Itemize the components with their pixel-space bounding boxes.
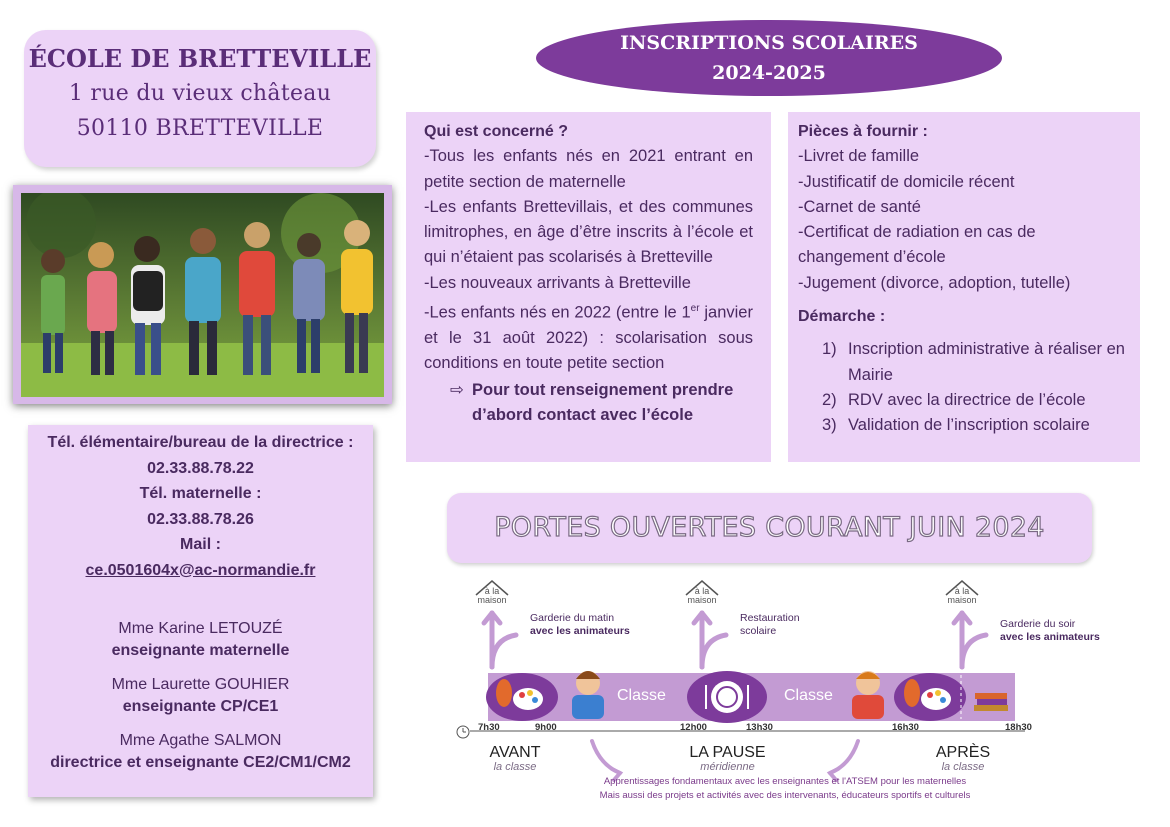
step-number: 1) (822, 340, 837, 359)
house-label: à la (954, 586, 970, 596)
school-name: ÉCOLE DE BRETTEVILLE (28, 44, 372, 73)
garderie-matin-sub: avec les animateurs (530, 625, 630, 637)
mail-label: Mail : (180, 536, 221, 553)
apres-sub: la classe (941, 761, 985, 773)
house-label: maison (477, 595, 507, 605)
document-item: -Jugement (divorce, adoption, tutelle) (798, 273, 1071, 292)
timeline-footnote: Mais aussi des projets et activités avec des intervenants, éducateurs sportifs et culturels (599, 790, 971, 801)
house-icon (944, 587, 980, 605)
demarche-step (822, 413, 1128, 438)
document-item: -Livret de famille (798, 147, 920, 166)
garderie-matin-label (530, 612, 630, 638)
documents-box (788, 112, 1140, 462)
pause-label: LA PAUSE (689, 744, 766, 761)
garderie-soir-sub: avec les animateurs (1000, 631, 1100, 643)
restauration-label (740, 612, 800, 638)
eligibility-item-sup: er (690, 303, 700, 315)
house-icon (474, 587, 510, 605)
eligibility-heading: Qui est concerné ? (424, 123, 569, 140)
page-title (536, 20, 1002, 96)
garderie-soir-title: Garderie du soir (1000, 618, 1076, 630)
title-line2: 2024-2025 (712, 62, 826, 84)
time-label: 13h30 (746, 722, 773, 733)
pause-sub: méridienne (700, 761, 755, 773)
contact-panel (28, 425, 373, 797)
apres-label: APRÈS (935, 744, 991, 761)
documents-heading: Pièces à fournir : (798, 123, 928, 140)
time-label: 12h00 (680, 722, 707, 733)
classe-label: Classe (617, 687, 666, 704)
mail-link[interactable]: ce.0501604x@ac-normandie.fr (85, 561, 316, 579)
time-label: 18h30 (1005, 722, 1032, 733)
tel-elementaire: 02.33.88.78.22 (147, 459, 254, 477)
garderie-soir-label (1000, 618, 1100, 644)
avant-sub: la classe (493, 761, 537, 773)
title-line1: INSCRIPTIONS SCOLAIRES (620, 32, 918, 54)
staff-role: enseignante CP/CE1 (122, 697, 279, 715)
contact-note-text: Pour tout renseignement prendre d’abord contact avec l’école (472, 381, 734, 425)
document-item: -Carnet de santé (798, 197, 921, 216)
document-item: -Certificat de radiation en cas de changement d’école (798, 223, 1036, 267)
eligibility-item-post: janvier et le 31 août 2022) : scolarisation sous conditions en toute petite section (424, 303, 753, 373)
eligibility-box (406, 112, 771, 462)
avant-label: AVANT (489, 744, 541, 761)
restauration-title: Restauration (740, 612, 800, 624)
school-street: 1 rue du vieux château (68, 81, 332, 106)
garderie-matin-title: Garderie du matin (530, 612, 615, 624)
tel-maternelle: 02.33.88.78.26 (147, 510, 254, 528)
staff-name: Mme Agathe SALMON (119, 731, 282, 749)
children-photo (13, 185, 392, 404)
demarche-heading: Démarche : (798, 308, 886, 326)
contact-note (424, 378, 753, 428)
eligibility-item: -Les enfants Brettevillais, et des communes limitrophes, en âge d’être inscrits à l’école et qui n’étaient pas scolarisés à Bretteville (424, 197, 753, 267)
step-text: Validation de l’inscription scolaire (848, 416, 1090, 435)
house-label: maison (687, 595, 717, 605)
step-text: Inscription administrative à réaliser en Mairie (848, 340, 1125, 384)
eligibility-item-pre: -Les enfants nés en 2022 (entre le 1 (424, 303, 691, 322)
arrow-right-icon: ⇨ (450, 381, 464, 400)
house-label: à la (694, 586, 710, 596)
restauration-sub: scolaire (740, 625, 777, 637)
eligibility-item: -Les nouveaux arrivants à Bretteville (424, 273, 691, 292)
time-label: 16h30 (892, 722, 919, 733)
eligibility-item (424, 296, 753, 376)
tel-elementaire-label: Tél. élémentaire/bureau de la directrice : (47, 434, 354, 451)
demarche-step (822, 388, 1128, 413)
time-label: 7h30 (478, 722, 500, 733)
demarche-steps (798, 337, 1128, 438)
eligibility-item: -Tous les enfants nés en 2021 entrant en petite section de maternelle (424, 147, 753, 191)
timeline-footnote: Apprentissages fondamentaux avec les enseignantes et l'ATSEM pour les maternelles (603, 776, 967, 787)
time-label: 9h00 (535, 722, 557, 733)
school-header (24, 30, 376, 167)
staff-role: directrice et enseignante CE2/CM1/CM2 (50, 753, 351, 771)
house-label: à la (484, 586, 500, 596)
step-text: RDV avec la directrice de l’école (848, 390, 1086, 409)
tel-maternelle-label: Tél. maternelle : (139, 485, 262, 502)
open-house-banner: PORTES OUVERTES COURANT JUIN 2024 (447, 493, 1092, 563)
house-icon (684, 587, 720, 605)
children-backpacks-photo-icon (21, 193, 384, 397)
demarche-step (822, 337, 1128, 388)
staff-role: enseignante maternelle (111, 641, 290, 659)
step-number: 3) (822, 416, 837, 435)
staff-name: Mme Laurette GOUHIER (111, 675, 290, 693)
classe-label: Classe (784, 687, 833, 704)
staff-name: Mme Karine LETOUZÉ (118, 619, 283, 637)
document-item: -Justificatif de domicile récent (798, 172, 1015, 191)
step-number: 2) (822, 390, 837, 409)
house-label: maison (947, 595, 977, 605)
school-city: 50110 BRETTEVILLE (76, 116, 324, 141)
day-timeline (440, 575, 1130, 820)
